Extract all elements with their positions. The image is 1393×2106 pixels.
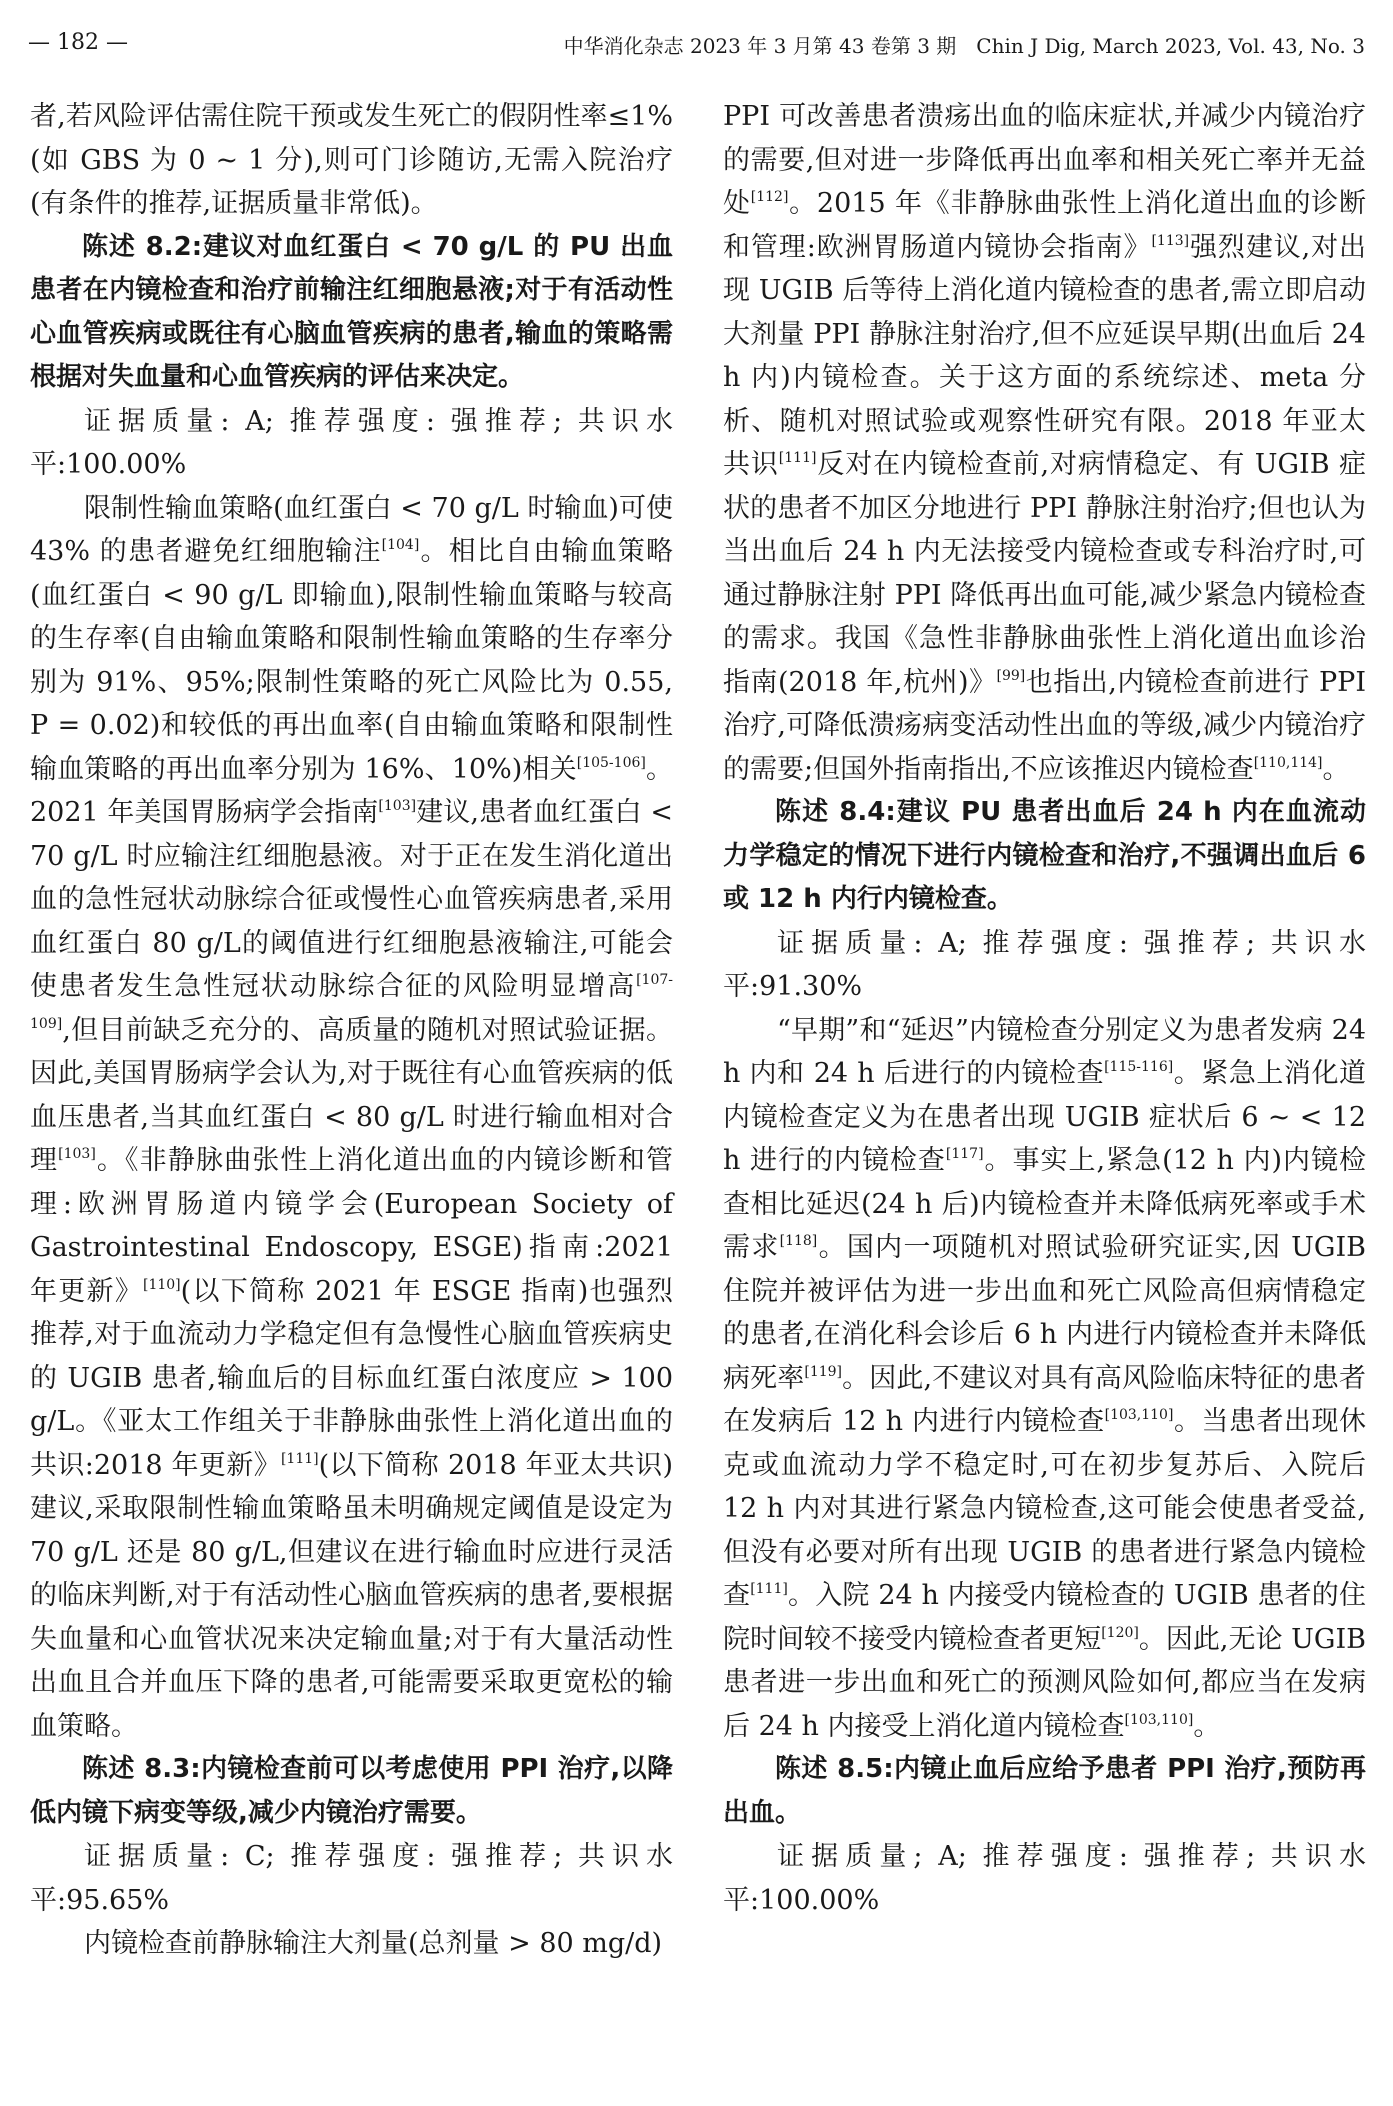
statement-8-3: 陈述 8.3:内镜检查前可以考虑使用 PPI 治疗,以降低内镜下病变等级,减少内镜治疗需要。 xyxy=(30,1754,673,1828)
journal-citation: 中华消化杂志 2023 年 3 月第 43 卷第 3 期 Chin J Dig, March 2023, Vol. 43, No. 3 xyxy=(563,34,1365,58)
evidence-8-4: 证据质量: A; 推荐强度: 强推荐; 共识水平:91.30% xyxy=(723,927,1366,1002)
reference-citation: [111] xyxy=(778,449,817,466)
reference-citation: [105-106] xyxy=(576,754,646,771)
statement-8-4: 陈述 8.4:建议 PU 患者出血后 24 h 内在血流动力学稳定的情况下进行内镜检查和治疗,不强调出血后 6 或 12 h 内行内镜检查。 xyxy=(723,797,1366,914)
reference-citation: [117] xyxy=(945,1145,984,1162)
reference-citation: [103,110] xyxy=(1124,1711,1194,1728)
statement-8-2: 陈述 8.2:建议对血红蛋白 < 70 g/L 的 PU 出血患者在内镜检查和治疗前输注红细胞悬液;对于有活动性心血管疾病或既往有心脑血管疾病的患者,输血的策略需根据对失血量和心血管疾病的评估来决定。 xyxy=(30,231,673,392)
evidence-8-5: 证据质量; A; 推荐强度: 强推荐; 共识水平:100.00% xyxy=(723,1841,1366,1916)
reference-citation: [120] xyxy=(1101,1624,1139,1641)
evidence-8-3: 证据质量: C; 推荐强度: 强推荐; 共识水平:95.65% xyxy=(30,1841,673,1916)
paragraph-ppi-start: 内镜检查前静脉输注大剂量(总剂量 > 80 mg/d) xyxy=(84,1928,663,1959)
reference-citation: [111] xyxy=(750,1580,788,1597)
left-column xyxy=(30,95,673,1966)
evidence-8-2: 证据质量: A; 推荐强度: 强推荐; 共识水平:100.00% xyxy=(30,405,673,480)
reference-citation: [110] xyxy=(143,1276,181,1293)
paragraph-ppi-continued: PPI 可改善患者溃疡出血的临床症状,并减少内镜治疗的需要,但对进一步降低再出血率和相关死亡率并无益处[112]。2015 年《非静脉曲张性上消化道出血的诊断和管理:欧洲胃肠道内镜协会指南》[113]强烈建议,对出现 UGIB 后等待上消化道内镜检查的患者,需立即启动大剂量 PPI 静脉注射治疗,但不应延误早期(出血后 24 h 内)内镜检查。关于这方面的系统综述、meta 分析、随机对照试验或观察性研究有限。2018 年亚太共识[111]反对在内镜检查前,对病情稳定、有 UGIB 症状的患者不加区分地进行 PPI 静脉注射治疗;但也认为当出血后 24 h 内无法接受内镜检查或专科治疗时,可通过静脉注射 PPI 降低再出血可能,减少紧急内镜检查的需求。我国《急性非静脉曲张性上消化道出血诊治指南(2018 年,杭州)》[99]也指出,内镜检查前进行 PPI 治疗,可降低溃疡病变活动性出血的等级,减少内镜治疗的需要;但国外指南指出,不应该推迟内镜检查[110,114]。 xyxy=(723,101,1367,785)
reference-citation: [103] xyxy=(58,1145,96,1162)
paragraph-transfusion: 限制性输血策略(血红蛋白 < 70 g/L 时输血)可使 43% 的患者避免红细胞输注[104]。相比自由输血策略(血红蛋白 < 90 g/L 即输血),限制性输血策略与较高的生存率(自由输血策略和限制性输血策略的生存率分别为 91%、95%;限制性策略的死亡风险比为 0.55, P = 0.02)和较低的再出血率(自由输血策略和限制性输血策略的再出血率分别为 16%、10%)相关[105-106]。2021 年美国胃肠病学会指南[103]建议,患者血红蛋白 < 70 g/L 时应输注红细胞悬液。对于正在发生消化道出血的急性冠状动脉综合征或慢性心血管疾病患者,采用血红蛋白 80 g/L的阈值进行红细胞悬液输注,可能会使患者发生急性冠状动脉综合征的风险明显增高[107-109],但目前缺乏充分的、高质量的随机对照试验证据。因此,美国胃肠病学会认为,对于既往有心血管疾病的低血压患者,当其血红蛋白 < 80 g/L 时进行输血相对合理[103]。《非静脉曲张性上消化道出血的内镜诊断和管理:欧洲胃肠道内镜学会(European Society of Gastrointestinal Endoscopy, ESGE)指南:2021 年更新》[110](以下简称 2021 年 ESGE 指南)也强烈推荐,对于血流动力学稳定但有急慢性心脑血管疾病史的 UGIB 患者,输血后的目标血红蛋白浓度应 > 100 g/L。《亚太工作组关于非静脉曲张性上消化道出血的共识:2018 年更新》[111](以下简称 2018 年亚太共识)建议,采取限制性输血策略虽未明确规定阈值是设定为 70 g/L 还是 80 g/L,但建议在进行输血时应进行灵活的临床判断,对于有活动性心脑血管疾病的患者,要根据失血量和心血管状况来决定输血量;对于有大量活动性出血且合并血压下降的患者,可能需要采取更宽松的输血策略。 xyxy=(30,492,674,1742)
reference-citation: [118] xyxy=(779,1232,818,1249)
right-column xyxy=(723,95,1366,1922)
page-number: — 182 — xyxy=(28,30,128,55)
reference-citation: [99] xyxy=(996,667,1026,684)
reference-citation: [107-109] xyxy=(30,971,673,1032)
paragraph-continued: 者,若风险评估需住院干预或发生死亡的假阴性率≤1%(如 GBS 为 0 ~ 1 分),则可门诊随访,无需入院治疗(有条件的推荐,证据质量非常低)。 xyxy=(30,101,673,219)
reference-citation: [115-116] xyxy=(1104,1058,1174,1075)
reference-citation: [110,114] xyxy=(1253,754,1323,771)
statement-8-5: 陈述 8.5:内镜止血后应给予患者 PPI 治疗,预防再出血。 xyxy=(723,1754,1366,1828)
reference-citation: [104] xyxy=(381,536,420,553)
reference-citation: [103,110] xyxy=(1104,1406,1174,1423)
reference-citation: [111] xyxy=(280,1450,319,1467)
reference-citation: [113] xyxy=(1151,232,1190,249)
paragraph-endoscopy-timing: “早期”和“延迟”内镜检查分别定义为患者发病 24 h 内和 24 h 后进行的内镜检查[115-116]。紧急上消化道内镜检查定义为在患者出现 UGIB 症状后 6 ~ < 12 h 进行的内镜检查[117]。事实上,紧急(12 h 内)内镜检查相比延迟(24 h 后)内镜检查并未降低病死率或手术需求[118]。国内一项随机对照试验研究证实,因 UGIB 住院并被评估为进一步出血和死亡风险高但病情稳定的患者,在消化科会诊后 6 h 内进行内镜检查并未降低病死率[119]。因此,不建议对具有高风险临床特征的患者在发病后 12 h 内进行内镜检查[103,110]。当患者出现休克或血流动力学不稳定时,可在初步复苏后、入院后 12 h 内对其进行紧急内镜检查,这可能会使患者受益,但没有必要对所有出现 UGIB 的患者进行紧急内镜检查[111]。入院 24 h 内接受内镜检查的 UGIB 患者的住院时间较不接受内镜检查者更短[120]。因此,无论 UGIB 患者进一步出血和死亡的预测风险如何,都应当在发病后 24 h 内接受上消化道内镜检查[103,110]。 xyxy=(723,1014,1367,1742)
reference-citation: [103] xyxy=(378,797,417,814)
running-header xyxy=(28,20,1365,60)
reference-citation: [112] xyxy=(750,188,789,205)
reference-citation: [119] xyxy=(804,1363,843,1380)
